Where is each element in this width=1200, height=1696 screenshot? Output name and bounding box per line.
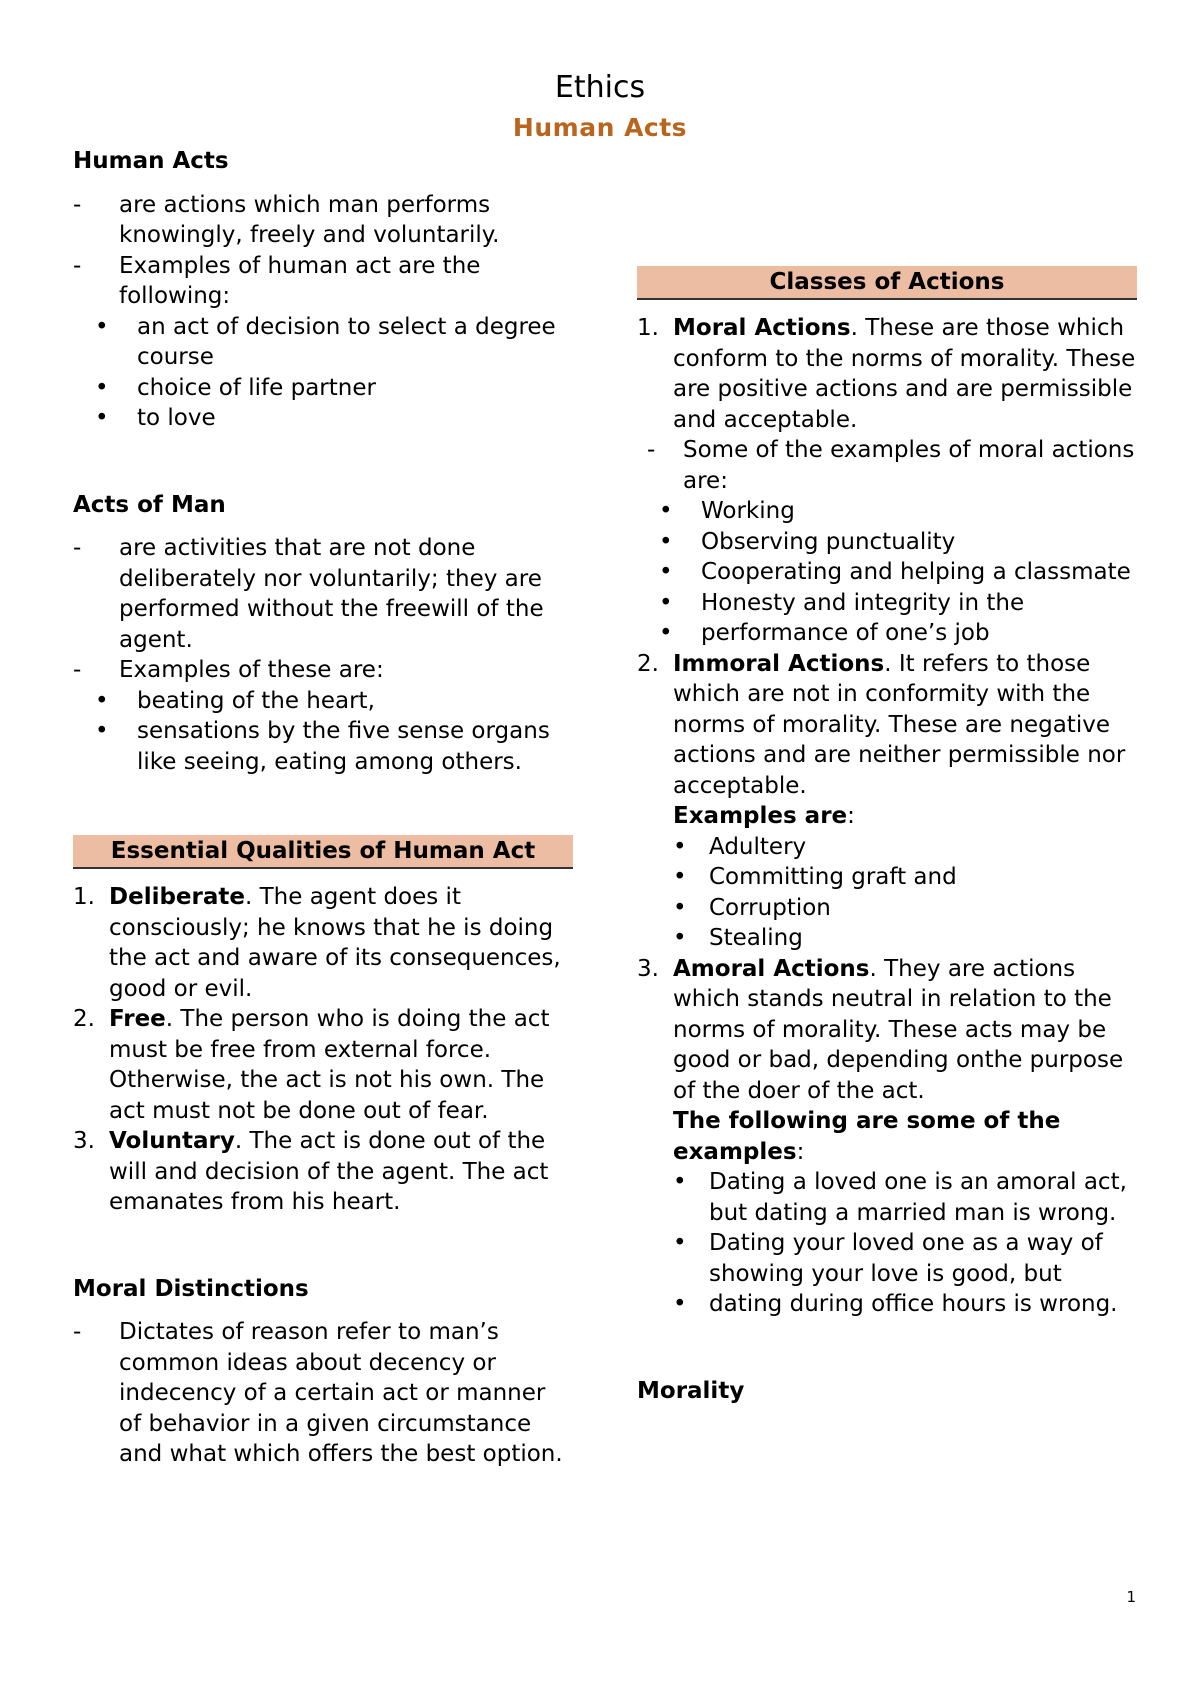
list-item: • dating during office hours is wrong. — [673, 1289, 1137, 1320]
essential-qualities-heading: Essential Qualities of Human Act — [73, 835, 573, 869]
acts-of-man-heading: Acts of Man — [73, 491, 226, 518]
list-item: • Working — [637, 496, 1137, 527]
list-item: • an act of decision to select a degree course — [95, 313, 556, 370]
bullet-marker: • — [659, 620, 673, 646]
list-item: • Observing punctuality — [637, 527, 1137, 558]
list-item: • to love — [73, 403, 573, 434]
morality-heading: Morality — [637, 1377, 745, 1404]
list-item: 3. Voluntary. The act is done out of the will and decision of the agent. The act emanates from his heart. — [73, 1128, 549, 1215]
dash-marker: - — [73, 535, 82, 561]
list-item: • Committing graft and — [673, 862, 1137, 893]
classes-of-actions-heading: Classes of Actions — [637, 266, 1137, 300]
bullet-marker: • — [95, 374, 109, 401]
list-item: - are activities that are not done deliberately nor voluntarily; they are performed without the freewill of the agent. — [73, 535, 544, 653]
human-acts-heading: Human Acts — [73, 148, 229, 174]
bullet-marker: • — [659, 528, 673, 555]
list-item: 2. Free. The person who is doing the act must be free from external force. Otherwise, the act is not his own. The act must not be done out of fear. — [73, 1006, 550, 1124]
moral-distinctions-heading: Moral Distinctions — [73, 1275, 309, 1302]
list-item: • Dating a loved one is an amoral act, but dating a married man is wrong. — [673, 1169, 1127, 1226]
list-item: - are actions which man performs knowingly, freely and voluntarily. — [73, 191, 500, 248]
list-item: - Dictates of reason refer to man’s common ideas about decency or indecency of a certain act or manner of behavior in a given circumstance and what which offers the best option. — [73, 1319, 563, 1467]
bullet-marker: • — [673, 925, 687, 951]
bullet-marker: • — [659, 559, 673, 585]
list-item: • Cooperating and helping a classmate — [637, 557, 1137, 588]
bullet-marker: • — [659, 589, 673, 616]
dash-marker: - — [73, 1319, 82, 1345]
dash-marker: - — [73, 252, 82, 279]
page-title: Ethics — [554, 70, 646, 105]
list-item: • Adultery — [673, 832, 1137, 863]
bullet-marker: • — [673, 833, 687, 860]
list-item: 1. Deliberate. The agent does it consciously; he knows that he is doing the act and aware of its consequences, good or evil. — [73, 884, 561, 1002]
bullet-marker: • — [673, 894, 687, 921]
list-item: • Stealing — [673, 923, 1137, 954]
dash-marker: - — [73, 191, 82, 218]
right-column — [637, 146, 1137, 1406]
bullet-marker: • — [95, 313, 109, 340]
bullet-marker: • — [95, 718, 109, 744]
bullet-marker: • — [95, 687, 109, 714]
list-item: 3. Amoral Actions. They are actions which stands neutral in relation to the norms of morality. These acts may be good or bad, depending onthe purpose of the doer of the act. The following are some of the examples: • Dating a loved one is an amoral act, but dating a married man is wrong. • Dating your loved one as a way of showing your love is good, but • dating during office hours is wrong. — [637, 954, 1137, 1320]
list-item: • beating of the heart, — [73, 686, 573, 717]
bullet-marker: • — [659, 498, 673, 524]
bullet-marker: • — [673, 1230, 687, 1256]
bullet-marker: • — [673, 1291, 687, 1317]
list-item: • performance of one’s job — [637, 618, 1137, 649]
left-column — [73, 146, 573, 1470]
list-item: - Examples of these are: — [73, 655, 573, 686]
list-item: • Honesty and integrity in the — [637, 588, 1137, 619]
bullet-marker: • — [673, 864, 687, 890]
list-item: 2. Immoral Actions. It refers to those which are not in conformity with the norms of morality. These are negative actions and are neither permissible nor acceptable. Examples are: • Adultery • Committing graft and • Corruption • Stealing — [637, 649, 1137, 954]
bullet-marker: • — [673, 1169, 687, 1195]
list-item: - Examples of human act are the following: — [73, 252, 481, 309]
list-item: • choice of life partner — [73, 373, 573, 404]
bullet-marker: • — [95, 405, 109, 431]
list-item: - Some of the examples of moral actions are: — [647, 437, 1135, 494]
list-item: • Dating your loved one as a way of showing your love is good, but — [673, 1230, 1103, 1287]
list-item: • sensations by the five sense organs like seeing, eating among others. — [95, 718, 550, 775]
dash-marker: - — [647, 437, 656, 463]
page-number: 1 — [1126, 1588, 1136, 1606]
page-subtitle: Human Acts — [512, 113, 688, 142]
list-item: 1. Moral Actions. These are those which conform to the norms of morality. These are positive actions and are permissible and acceptable. — [637, 315, 1136, 433]
dash-marker: - — [73, 657, 82, 683]
list-item: • Corruption — [673, 893, 1137, 924]
